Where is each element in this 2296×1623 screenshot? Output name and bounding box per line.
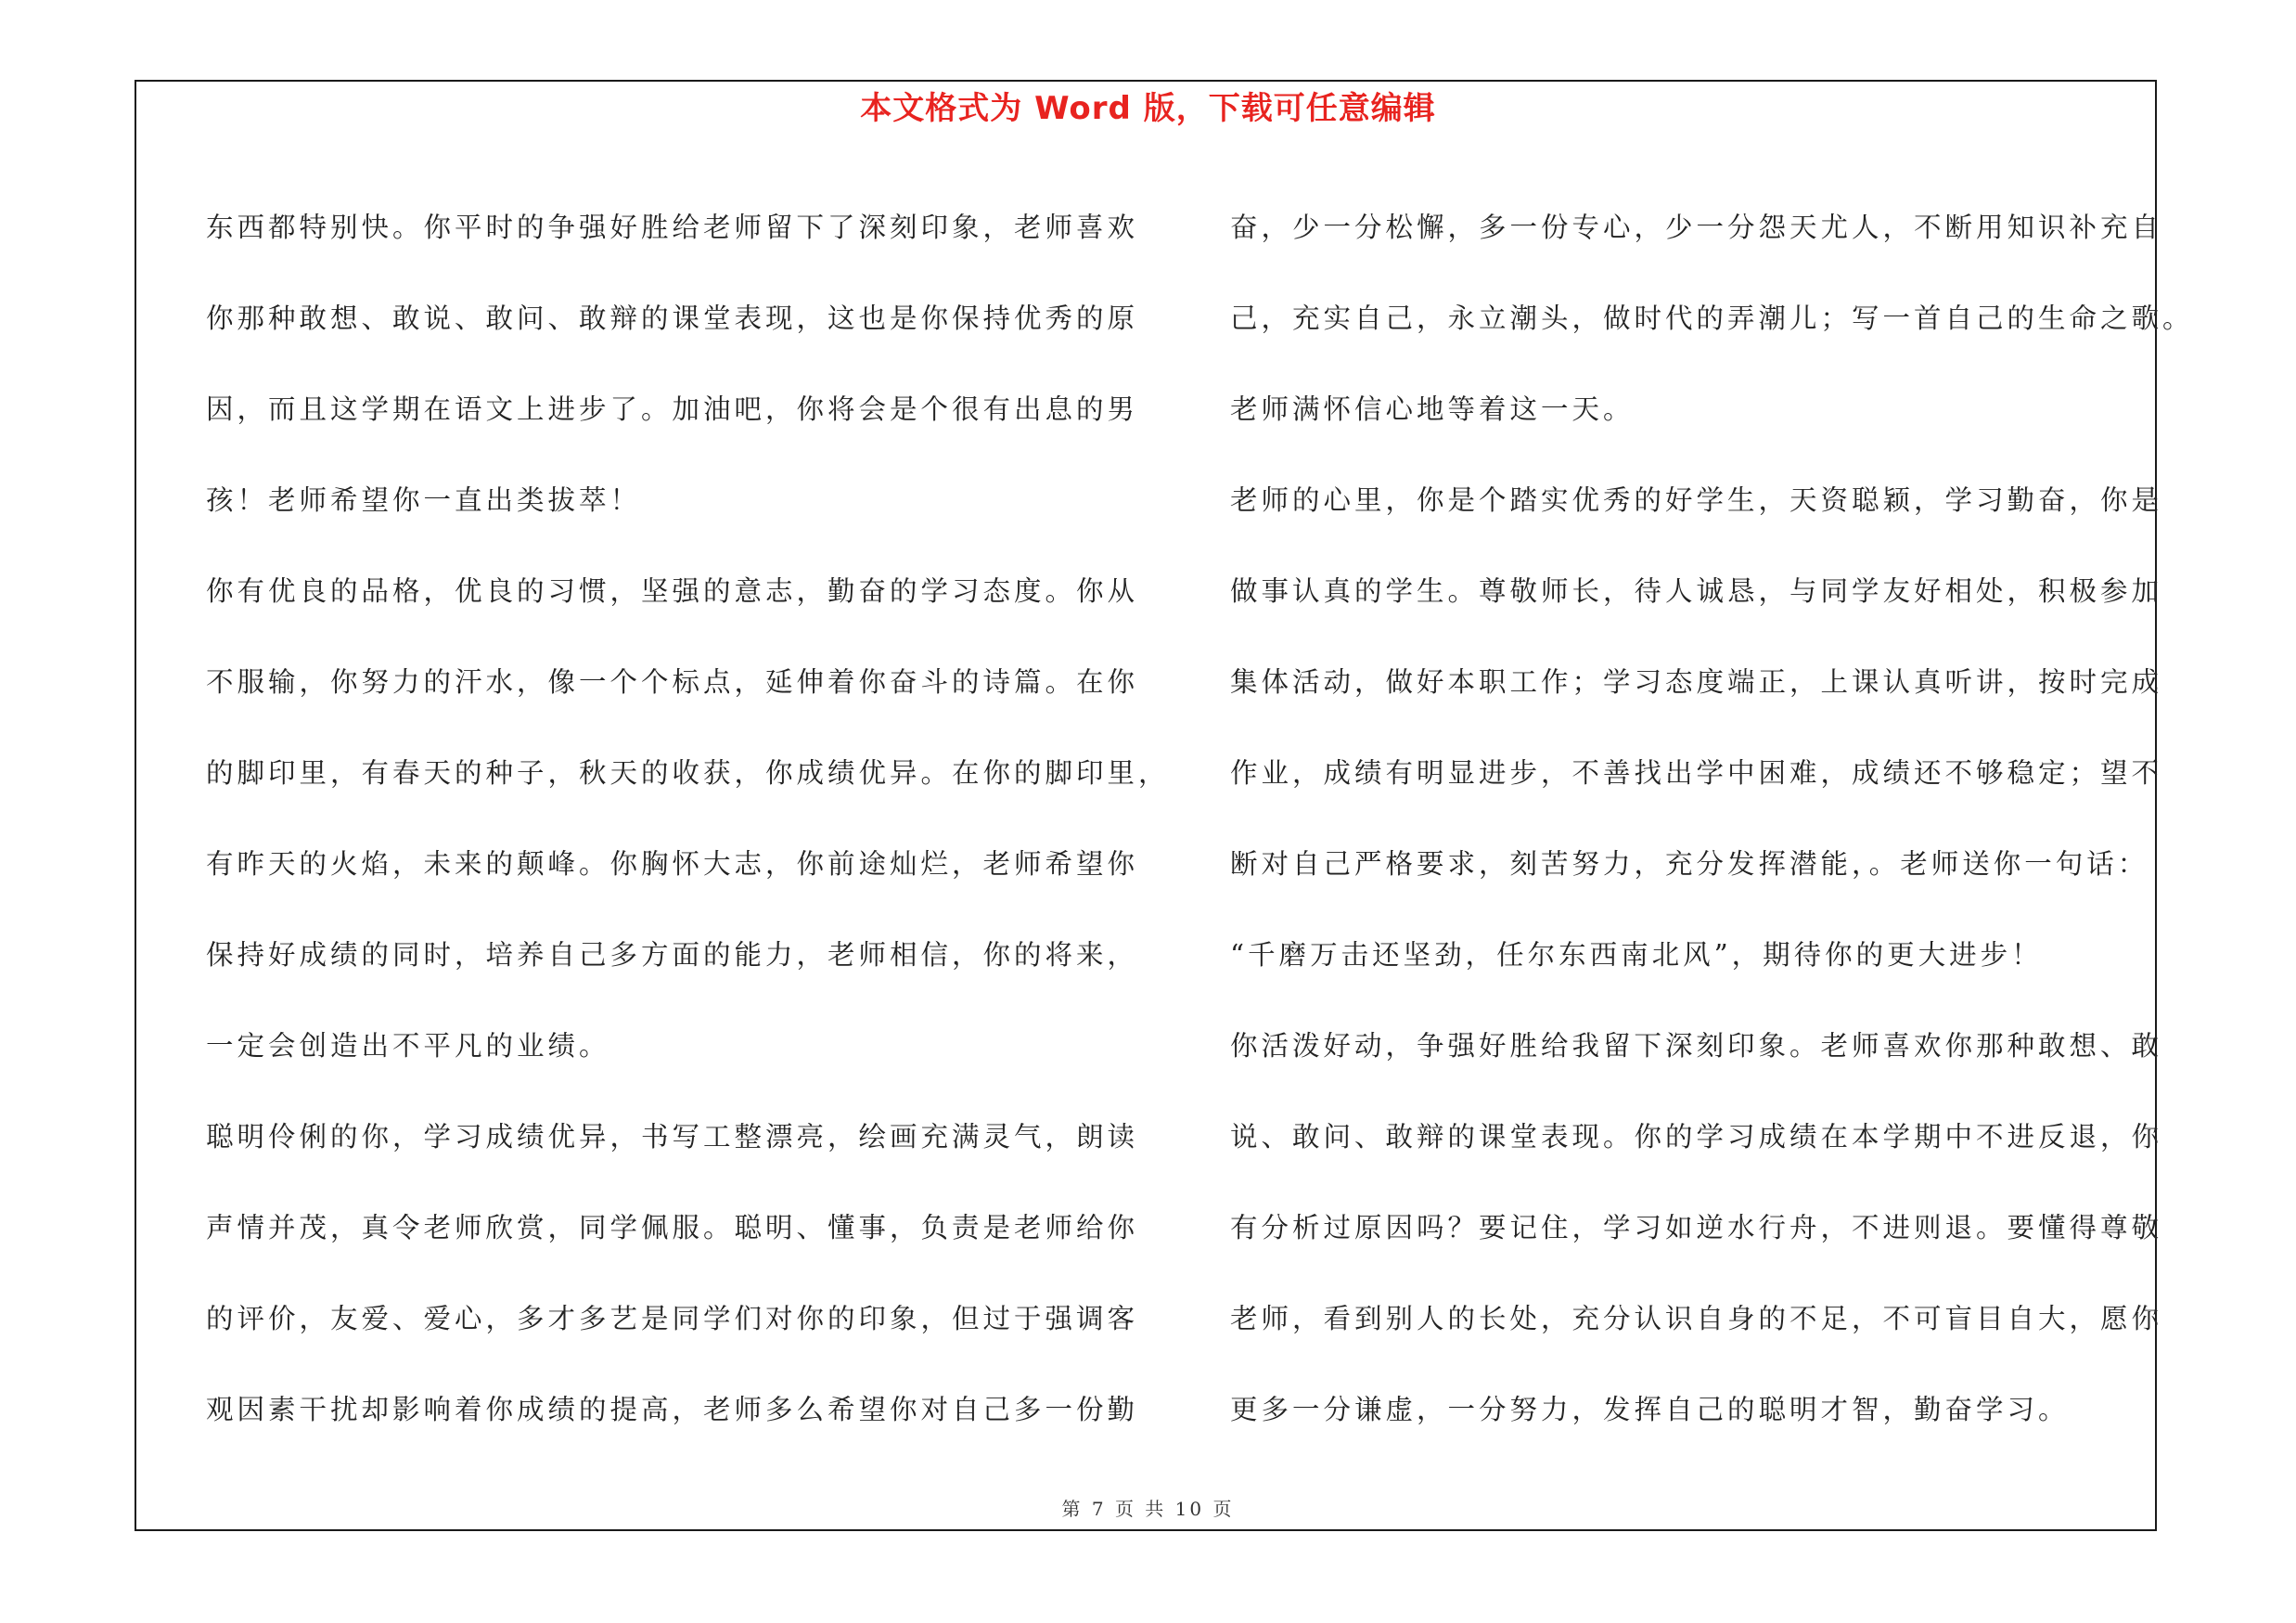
text-line: 老师的心里，你是个踏实优秀的好学生，天资聪颖，学习勤奋，你是	[1230, 484, 2163, 516]
text-line: 你那种敢想、敢说、敢问、敢辩的课堂表现，这也是你保持优秀的原	[206, 303, 1139, 334]
text-line: 东西都特别快。你平时的争强好胜给老师留下了深刻印象，老师喜欢	[206, 212, 1139, 243]
text-line: 因，而且这学期在语文上进步了。加油吧，你将会是个很有出息的男	[206, 393, 1139, 425]
text-line: 有昨天的火焰，未来的颠峰。你胸怀大志，你前途灿烂，老师希望你	[206, 848, 1139, 880]
text-line: 的评价，友爱、爱心，多才多艺是同学们对你的印象，但过于强调客	[206, 1303, 1139, 1334]
text-line: 你活泼好动，争强好胜给我留下深刻印象。老师喜欢你那种敢想、敢	[1230, 1030, 2163, 1062]
text-line: 说、敢问、敢辩的课堂表现。你的学习成绩在本学期中不进反退，你	[1230, 1121, 2163, 1153]
text-line: 有分析过原因吗？要记住，学习如逆水行舟，不进则退。要懂得尊敬	[1230, 1212, 2163, 1243]
text-line: 老师，看到别人的长处，充分认识自身的不足，不可盲目自大，愿你	[1230, 1303, 2163, 1334]
left-text-column	[206, 182, 1170, 1455]
page-number: 第 7 页 共 10 页	[1061, 1498, 1235, 1520]
text-line: “千磨万击还坚劲，任尔东西南北风”，期待你的更大进步！	[1230, 939, 2043, 971]
text-line: 声情并茂，真令老师欣赏，同学佩服。聪明、懂事，负责是老师给你	[206, 1212, 1139, 1243]
text-line: 一定会创造出不平凡的业绩。	[206, 1030, 610, 1062]
text-line: 保持好成绩的同时，培养自己多方面的能力，老师相信，你的将来，	[206, 939, 1139, 971]
text-line: 做事认真的学生。尊敬师长，待人诚恳，与同学友好相处，积极参加	[1230, 575, 2163, 607]
text-line: 集体活动，做好本职工作；学习态度端正，上课认真听讲，按时完成	[1230, 666, 2163, 698]
text-line: 更多一分谦虚，一分努力，发挥自己的聪明才智，勤奋学习。	[1230, 1394, 2070, 1425]
text-line: 不服输，你努力的汗水，像一个个标点，延伸着你奋斗的诗篇。在你	[206, 666, 1139, 698]
text-line: 己，充实自己，永立潮头，做时代的弄潮儿；写一首自己的生命之歌。	[1230, 303, 2194, 334]
text-line: 奋，少一分松懈，多一份专心，少一分怨天尤人，不断用知识补充自	[1230, 212, 2163, 243]
format-banner: 本文格式为 Word 版，下载可任意编辑	[860, 90, 1436, 127]
text-line: 老师满怀信心地等着这一天。	[1230, 393, 1635, 425]
text-line: 作业，成绩有明显进步，不善找出学中困难，成绩还不够稳定；望不	[1230, 757, 2163, 789]
text-line: 你有优良的品格，优良的习惯，坚强的意志，勤奋的学习态度。你从	[206, 575, 1139, 607]
text-line: 的脚印里，有春天的种子，秋天的收获，你成绩优异。在你的脚印里，	[206, 757, 1170, 789]
text-line: 观因素干扰却影响着你成绩的提高，老师多么希望你对自己多一份勤	[206, 1394, 1139, 1425]
text-line: 聪明伶俐的你，学习成绩优异，书写工整漂亮，绘画充满灵气，朗读	[206, 1121, 1139, 1153]
text-line: 孩！老师希望你一直出类拔萃！	[206, 484, 642, 516]
text-line: 断对自己严格要求，刻苦努力，充分发挥潜能，。老师送你一句话：	[1230, 848, 2149, 880]
right-text-column	[1230, 182, 2194, 1455]
